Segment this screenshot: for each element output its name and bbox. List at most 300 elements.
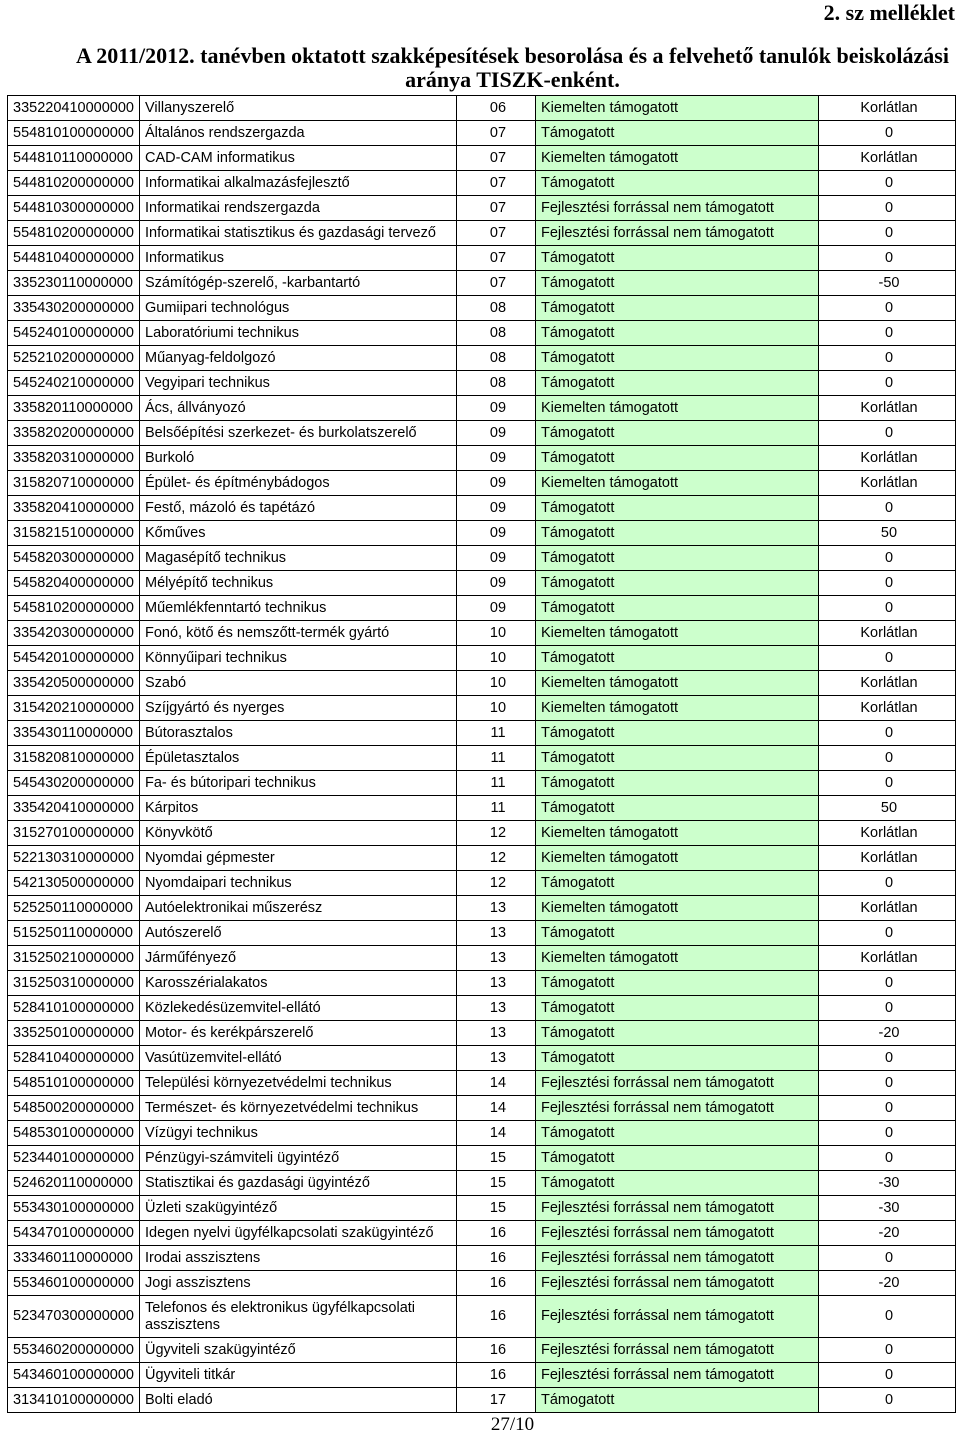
qualification-name: Informatikus xyxy=(140,246,457,271)
support-category: Támogatott xyxy=(536,346,819,371)
qualification-name: Autószerelő xyxy=(140,921,457,946)
qualification-name: Motor- és kerékpárszerelő xyxy=(140,1021,457,1046)
sector-group-number: 11 xyxy=(457,796,536,821)
support-category: Kiemelten támogatott xyxy=(536,896,819,921)
sector-group-number: 10 xyxy=(457,621,536,646)
sector-group-number: 09 xyxy=(457,596,536,621)
enrollment-ratio: 0 xyxy=(819,596,956,621)
enrollment-ratio: 0 xyxy=(819,646,956,671)
table-row xyxy=(8,621,956,646)
table-row xyxy=(8,696,956,721)
sector-group-number: 09 xyxy=(457,521,536,546)
table-row xyxy=(8,771,956,796)
sector-group-number: 13 xyxy=(457,1046,536,1071)
sector-group-number: 07 xyxy=(457,271,536,296)
support-category: Támogatott xyxy=(536,871,819,896)
qualification-table xyxy=(7,95,956,1413)
qualification-name: Idegen nyelvi ügyfélkapcsolati szakügyintéző xyxy=(140,1221,457,1246)
qualification-code: 523470300000000 xyxy=(8,1296,140,1338)
qualification-name: Ács, állványozó xyxy=(140,396,457,421)
enrollment-ratio: 0 xyxy=(819,996,956,1021)
qualification-name: Műemlékfenntartó technikus xyxy=(140,596,457,621)
qualification-name: Villanyszerelő xyxy=(140,96,457,121)
enrollment-ratio: 0 xyxy=(819,546,956,571)
sector-group-number: 09 xyxy=(457,421,536,446)
table-body xyxy=(8,96,956,1413)
qualification-code: 545430200000000 xyxy=(8,771,140,796)
sector-group-number: 09 xyxy=(457,546,536,571)
sector-group-number: 10 xyxy=(457,696,536,721)
enrollment-ratio: 0 xyxy=(819,571,956,596)
support-category: Fejlesztési forrással nem támogatott xyxy=(536,196,819,221)
table-row xyxy=(8,246,956,271)
qualification-name: Települési környezetvédelmi technikus xyxy=(140,1071,457,1096)
sector-group-number: 15 xyxy=(457,1196,536,1221)
enrollment-ratio: Korlátlan xyxy=(819,446,956,471)
qualification-name: Vegyipari technikus xyxy=(140,371,457,396)
support-category: Fejlesztési forrással nem támogatott xyxy=(536,1296,819,1338)
sector-group-number: 13 xyxy=(457,946,536,971)
table-row xyxy=(8,896,956,921)
enrollment-ratio: 0 xyxy=(819,296,956,321)
support-category: Fejlesztési forrással nem támogatott xyxy=(536,1338,819,1363)
annex-label: 2. sz melléklet xyxy=(823,0,955,25)
enrollment-ratio: 0 xyxy=(819,496,956,521)
sector-group-number: 13 xyxy=(457,921,536,946)
qualification-name: Szabó xyxy=(140,671,457,696)
sector-group-number: 12 xyxy=(457,871,536,896)
qualification-code: 523440100000000 xyxy=(8,1146,140,1171)
qualification-name: Laboratóriumi technikus xyxy=(140,321,457,346)
qualification-name: Bútorasztalos xyxy=(140,721,457,746)
support-category: Fejlesztési forrással nem támogatott xyxy=(536,1196,819,1221)
sector-group-number: 07 xyxy=(457,246,536,271)
sector-group-number: 08 xyxy=(457,346,536,371)
table-row xyxy=(8,446,956,471)
qualification-name: Járműfényező xyxy=(140,946,457,971)
support-category: Kiemelten támogatott xyxy=(536,696,819,721)
support-category: Támogatott xyxy=(536,1388,819,1413)
table-row xyxy=(8,121,956,146)
enrollment-ratio: 0 xyxy=(819,1121,956,1146)
table-row xyxy=(8,146,956,171)
sector-group-number: 10 xyxy=(457,646,536,671)
qualification-code: 554810200000000 xyxy=(8,221,140,246)
table-row xyxy=(8,521,956,546)
qualification-code: 315270100000000 xyxy=(8,821,140,846)
enrollment-ratio: Korlátlan xyxy=(819,146,956,171)
qualification-name: Számítógép-szerelő, -karbantartó xyxy=(140,271,457,296)
enrollment-ratio: -20 xyxy=(819,1021,956,1046)
table-row xyxy=(8,1338,956,1363)
enrollment-ratio: 0 xyxy=(819,771,956,796)
support-category: Támogatott xyxy=(536,371,819,396)
qualification-code: 315820710000000 xyxy=(8,471,140,496)
sector-group-number: 06 xyxy=(457,96,536,121)
qualification-name: Kőműves xyxy=(140,521,457,546)
sector-group-number: 16 xyxy=(457,1221,536,1246)
table-row xyxy=(8,871,956,896)
qualification-code: 543470100000000 xyxy=(8,1221,140,1246)
qualification-code: 335820410000000 xyxy=(8,496,140,521)
qualification-code: 545420100000000 xyxy=(8,646,140,671)
qualification-name: Informatikai statisztikus és gazdasági tervező xyxy=(140,221,457,246)
qualification-code: 315250210000000 xyxy=(8,946,140,971)
sector-group-number: 08 xyxy=(457,371,536,396)
sector-group-number: 08 xyxy=(457,321,536,346)
qualification-name: Természet- és környezetvédelmi technikus xyxy=(140,1096,457,1121)
qualification-name: Vízügyi technikus xyxy=(140,1121,457,1146)
qualification-code: 545240100000000 xyxy=(8,321,140,346)
table-row xyxy=(8,1246,956,1271)
support-category: Támogatott xyxy=(536,121,819,146)
table-row xyxy=(8,846,956,871)
qualification-name: Könnyűipari technikus xyxy=(140,646,457,671)
support-category: Támogatott xyxy=(536,1121,819,1146)
support-category: Támogatott xyxy=(536,921,819,946)
support-category: Támogatott xyxy=(536,646,819,671)
sector-group-number: 16 xyxy=(457,1246,536,1271)
table-row xyxy=(8,646,956,671)
enrollment-ratio: Korlátlan xyxy=(819,696,956,721)
qualification-name: Bolti eladó xyxy=(140,1388,457,1413)
qualification-name: Ügyviteli szakügyintéző xyxy=(140,1338,457,1363)
sector-group-number: 15 xyxy=(457,1171,536,1196)
support-category: Támogatott xyxy=(536,246,819,271)
enrollment-ratio: 0 xyxy=(819,321,956,346)
qualification-name: Épületasztalos xyxy=(140,746,457,771)
qualification-name: Irodai asszisztens xyxy=(140,1246,457,1271)
table-row xyxy=(8,221,956,246)
enrollment-ratio: 0 xyxy=(819,871,956,896)
enrollment-ratio: 0 xyxy=(819,1363,956,1388)
support-category: Kiemelten támogatott xyxy=(536,946,819,971)
table-row xyxy=(8,1196,956,1221)
table-row xyxy=(8,471,956,496)
table-row xyxy=(8,721,956,746)
support-category: Kiemelten támogatott xyxy=(536,96,819,121)
sector-group-number: 10 xyxy=(457,671,536,696)
support-category: Támogatott xyxy=(536,171,819,196)
sector-group-number: 16 xyxy=(457,1271,536,1296)
sector-group-number: 14 xyxy=(457,1071,536,1096)
sector-group-number: 09 xyxy=(457,446,536,471)
support-category: Fejlesztési forrással nem támogatott xyxy=(536,1071,819,1096)
qualification-code: 335420500000000 xyxy=(8,671,140,696)
enrollment-ratio: Korlátlan xyxy=(819,946,956,971)
sector-group-number: 07 xyxy=(457,171,536,196)
enrollment-ratio: Korlátlan xyxy=(819,671,956,696)
enrollment-ratio: 0 xyxy=(819,746,956,771)
qualification-code: 545820400000000 xyxy=(8,571,140,596)
qualification-name: Burkoló xyxy=(140,446,457,471)
qualification-code: 548510100000000 xyxy=(8,1071,140,1096)
enrollment-ratio: 50 xyxy=(819,521,956,546)
support-category: Támogatott xyxy=(536,721,819,746)
table-row xyxy=(8,321,956,346)
enrollment-ratio: Korlátlan xyxy=(819,96,956,121)
table-row xyxy=(8,1271,956,1296)
table-row xyxy=(8,821,956,846)
enrollment-ratio: -30 xyxy=(819,1196,956,1221)
qualification-name: Mélyépítő technikus xyxy=(140,571,457,596)
qualification-code: 544810400000000 xyxy=(8,246,140,271)
qualification-name: Nyomdaipari technikus xyxy=(140,871,457,896)
sector-group-number: 07 xyxy=(457,196,536,221)
qualification-name: Általános rendszergazda xyxy=(140,121,457,146)
qualification-code: 315250310000000 xyxy=(8,971,140,996)
qualification-code: 548530100000000 xyxy=(8,1121,140,1146)
qualification-code: 522130310000000 xyxy=(8,846,140,871)
enrollment-ratio: 0 xyxy=(819,246,956,271)
enrollment-ratio: 0 xyxy=(819,721,956,746)
qualification-code: 335420300000000 xyxy=(8,621,140,646)
enrollment-ratio: 0 xyxy=(819,371,956,396)
table-row xyxy=(8,1121,956,1146)
support-category: Támogatott xyxy=(536,496,819,521)
qualification-code: 543460100000000 xyxy=(8,1363,140,1388)
qualification-code: 315820810000000 xyxy=(8,746,140,771)
enrollment-ratio: 0 xyxy=(819,1146,956,1171)
enrollment-ratio: 0 xyxy=(819,121,956,146)
table-row xyxy=(8,271,956,296)
enrollment-ratio: 0 xyxy=(819,1246,956,1271)
qualification-name: CAD-CAM informatikus xyxy=(140,146,457,171)
qualification-code: 335220410000000 xyxy=(8,96,140,121)
qualification-name: Kárpitos xyxy=(140,796,457,821)
qualification-name: Magasépítő technikus xyxy=(140,546,457,571)
support-category: Támogatott xyxy=(536,321,819,346)
qualification-name: Autóelektronikai műszerész xyxy=(140,896,457,921)
sector-group-number: 13 xyxy=(457,996,536,1021)
qualification-code: 524620110000000 xyxy=(8,1171,140,1196)
qualification-code: 313410100000000 xyxy=(8,1388,140,1413)
qualification-code: 335430110000000 xyxy=(8,721,140,746)
qualification-code: 545820300000000 xyxy=(8,546,140,571)
qualification-name: Statisztikai és gazdasági ügyintéző xyxy=(140,1171,457,1196)
support-category: Kiemelten támogatott xyxy=(536,621,819,646)
qualification-code: 525210200000000 xyxy=(8,346,140,371)
sector-group-number: 12 xyxy=(457,846,536,871)
qualification-name: Gumiipari technológus xyxy=(140,296,457,321)
enrollment-ratio: 0 xyxy=(819,921,956,946)
enrollment-ratio: 0 xyxy=(819,971,956,996)
qualification-name: Ügyviteli titkár xyxy=(140,1363,457,1388)
qualification-code: 525250110000000 xyxy=(8,896,140,921)
table-row xyxy=(8,1071,956,1096)
sector-group-number: 13 xyxy=(457,971,536,996)
document-title-line-1: A 2011/2012. tanévben oktatott szakképesítések besorolása és a felvehető tanulók beiskolázási xyxy=(76,43,949,68)
qualification-name: Pénzügyi-számviteli ügyintéző xyxy=(140,1146,457,1171)
support-category: Támogatott xyxy=(536,796,819,821)
table-row xyxy=(8,796,956,821)
table-row xyxy=(8,946,956,971)
qualification-code: 548500200000000 xyxy=(8,1096,140,1121)
sector-group-number: 09 xyxy=(457,471,536,496)
table-row xyxy=(8,371,956,396)
table-row xyxy=(8,171,956,196)
table-row xyxy=(8,1021,956,1046)
support-category: Kiemelten támogatott xyxy=(536,671,819,696)
table-row xyxy=(8,1296,956,1338)
sector-group-number: 16 xyxy=(457,1296,536,1338)
table-row xyxy=(8,496,956,521)
table-row xyxy=(8,996,956,1021)
enrollment-ratio: 0 xyxy=(819,1071,956,1096)
support-category: Támogatott xyxy=(536,296,819,321)
table-row xyxy=(8,746,956,771)
support-category: Fejlesztési forrással nem támogatott xyxy=(536,221,819,246)
table-row xyxy=(8,196,956,221)
table-row xyxy=(8,1096,956,1121)
support-category: Támogatott xyxy=(536,521,819,546)
support-category: Fejlesztési forrással nem támogatott xyxy=(536,1363,819,1388)
table-row xyxy=(8,346,956,371)
enrollment-ratio: 0 xyxy=(819,421,956,446)
qualification-code: 333460110000000 xyxy=(8,1246,140,1271)
support-category: Fejlesztési forrással nem támogatott xyxy=(536,1221,819,1246)
sector-group-number: 17 xyxy=(457,1388,536,1413)
qualification-code: 335250100000000 xyxy=(8,1021,140,1046)
qualification-name: Karosszérialakatos xyxy=(140,971,457,996)
qualification-code: 545240210000000 xyxy=(8,371,140,396)
enrollment-ratio: -50 xyxy=(819,271,956,296)
qualification-name: Szíjgyártó és nyerges xyxy=(140,696,457,721)
qualification-name: Műanyag-feldolgozó xyxy=(140,346,457,371)
enrollment-ratio: Korlátlan xyxy=(819,896,956,921)
enrollment-ratio: 0 xyxy=(819,1096,956,1121)
support-category: Fejlesztési forrással nem támogatott xyxy=(536,1271,819,1296)
qualification-code: 315821510000000 xyxy=(8,521,140,546)
table-row xyxy=(8,1388,956,1413)
sector-group-number: 15 xyxy=(457,1146,536,1171)
document-title xyxy=(65,44,960,92)
qualification-name: Informatikai rendszergazda xyxy=(140,196,457,221)
qualification-name: Közlekedésüzemvitel-ellátó xyxy=(140,996,457,1021)
qualification-name: Belsőépítési szerkezet- és burkolatszerelő xyxy=(140,421,457,446)
qualification-name: Könyvkötő xyxy=(140,821,457,846)
support-category: Támogatott xyxy=(536,1046,819,1071)
enrollment-ratio: Korlátlan xyxy=(819,821,956,846)
support-category: Kiemelten támogatott xyxy=(536,146,819,171)
qualification-code: 335420410000000 xyxy=(8,796,140,821)
table-row xyxy=(8,396,956,421)
table-row xyxy=(8,1221,956,1246)
sector-group-number: 11 xyxy=(457,771,536,796)
qualification-code: 553460200000000 xyxy=(8,1338,140,1363)
enrollment-ratio: 0 xyxy=(819,196,956,221)
table-row xyxy=(8,96,956,121)
qualification-code: 554810100000000 xyxy=(8,121,140,146)
qualification-code: 542130500000000 xyxy=(8,871,140,896)
table-row xyxy=(8,671,956,696)
enrollment-ratio: 0 xyxy=(819,1338,956,1363)
table-row xyxy=(8,1046,956,1071)
sector-group-number: 14 xyxy=(457,1121,536,1146)
enrollment-ratio: 0 xyxy=(819,221,956,246)
page-number: 27/10 xyxy=(490,1414,535,1435)
qualification-name: Épület- és építménybádogos xyxy=(140,471,457,496)
table-row xyxy=(8,1363,956,1388)
sector-group-number: 07 xyxy=(457,146,536,171)
support-category: Támogatott xyxy=(536,771,819,796)
enrollment-ratio: Korlátlan xyxy=(819,621,956,646)
support-category: Támogatott xyxy=(536,1021,819,1046)
qualification-code: 544810200000000 xyxy=(8,171,140,196)
sector-group-number: 11 xyxy=(457,721,536,746)
qualification-code: 544810300000000 xyxy=(8,196,140,221)
qualification-code: 315420210000000 xyxy=(8,696,140,721)
support-category: Kiemelten támogatott xyxy=(536,396,819,421)
qualification-code: 553460100000000 xyxy=(8,1271,140,1296)
support-category: Támogatott xyxy=(536,746,819,771)
qualification-code: 515250110000000 xyxy=(8,921,140,946)
support-category: Támogatott xyxy=(536,1171,819,1196)
table-row xyxy=(8,296,956,321)
enrollment-ratio: 50 xyxy=(819,796,956,821)
sector-group-number: 16 xyxy=(457,1363,536,1388)
table-row xyxy=(8,546,956,571)
table-row xyxy=(8,571,956,596)
enrollment-ratio: 0 xyxy=(819,1388,956,1413)
support-category: Támogatott xyxy=(536,971,819,996)
qualification-code: 528410400000000 xyxy=(8,1046,140,1071)
sector-group-number: 07 xyxy=(457,221,536,246)
enrollment-ratio: 0 xyxy=(819,1296,956,1338)
table-row xyxy=(8,971,956,996)
support-category: Támogatott xyxy=(536,996,819,1021)
sector-group-number: 12 xyxy=(457,821,536,846)
support-category: Kiemelten támogatott xyxy=(536,471,819,496)
enrollment-ratio: 0 xyxy=(819,1046,956,1071)
sector-group-number: 09 xyxy=(457,571,536,596)
support-category: Támogatott xyxy=(536,1146,819,1171)
qualification-name: Üzleti szakügyintéző xyxy=(140,1196,457,1221)
sector-group-number: 08 xyxy=(457,296,536,321)
enrollment-ratio: Korlátlan xyxy=(819,846,956,871)
enrollment-ratio: -20 xyxy=(819,1221,956,1246)
qualification-name: Fonó, kötő és nemszőtt-termék gyártó xyxy=(140,621,457,646)
support-category: Fejlesztési forrással nem támogatott xyxy=(536,1096,819,1121)
table-row xyxy=(8,421,956,446)
table-row xyxy=(8,921,956,946)
qualification-name: Informatikai alkalmazásfejlesztő xyxy=(140,171,457,196)
qualification-code: 335820110000000 xyxy=(8,396,140,421)
sector-group-number: 09 xyxy=(457,496,536,521)
qualification-code: 335430200000000 xyxy=(8,296,140,321)
sector-group-number: 07 xyxy=(457,121,536,146)
sector-group-number: 16 xyxy=(457,1338,536,1363)
sector-group-number: 13 xyxy=(457,1021,536,1046)
support-category: Támogatott xyxy=(536,446,819,471)
enrollment-ratio: Korlátlan xyxy=(819,471,956,496)
qualification-code: 553430100000000 xyxy=(8,1196,140,1221)
qualification-code: 335230110000000 xyxy=(8,271,140,296)
table-row xyxy=(8,596,956,621)
support-category: Kiemelten támogatott xyxy=(536,821,819,846)
support-category: Támogatott xyxy=(536,421,819,446)
qualification-name: Vasútüzemvitel-ellátó xyxy=(140,1046,457,1071)
qualification-name: Fa- és bútoripari technikus xyxy=(140,771,457,796)
sector-group-number: 14 xyxy=(457,1096,536,1121)
support-category: Támogatott xyxy=(536,571,819,596)
sector-group-number: 11 xyxy=(457,746,536,771)
qualification-code: 335820310000000 xyxy=(8,446,140,471)
qualification-name: Telefonos és elektronikus ügyfélkapcsolati asszisztens xyxy=(140,1296,457,1338)
enrollment-ratio: 0 xyxy=(819,346,956,371)
enrollment-ratio: 0 xyxy=(819,171,956,196)
qualification-code: 528410100000000 xyxy=(8,996,140,1021)
